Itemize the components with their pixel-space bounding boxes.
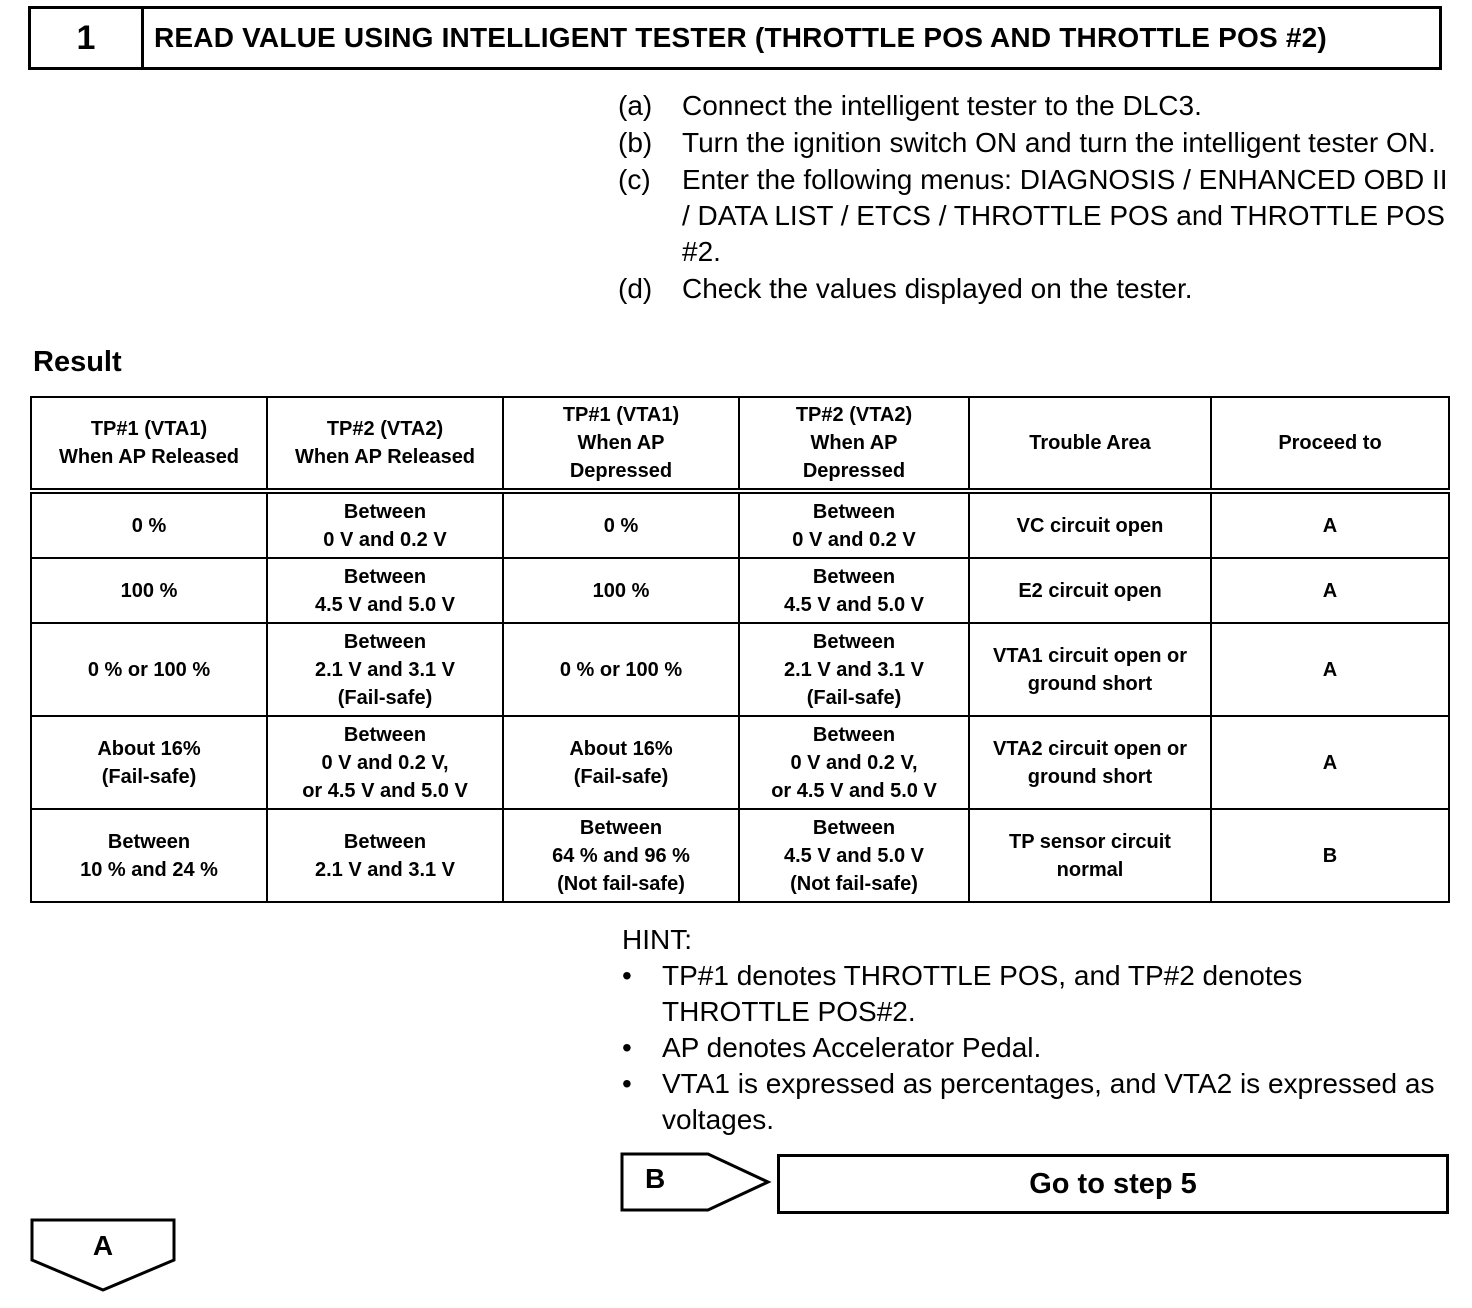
table-cell [1211,558,1449,623]
instruction-text: Enter the following menus: DIAGNOSIS / ENHANCED OBD II / DATA LIST / ETCS / THROTTLE POS and THROTTLE POS #2. [682,164,1448,267]
cell-text: Between [812,565,896,588]
table-cell [969,623,1211,716]
table-header-row [31,397,1449,491]
cell-text: 64 % and 96 % [552,844,690,867]
table-cell [1211,809,1449,902]
hint-text: VTA1 is expressed as percentages, and VTA2 is expressed as voltages. [662,1068,1435,1135]
cell-text: ground short [1027,765,1153,788]
column-header [267,397,503,491]
cell-text: (Fail-safe) [573,765,669,788]
column-header [1211,397,1449,491]
table-cell [969,558,1211,623]
table-cell [739,809,969,902]
hint-text: TP#1 denotes THROTTLE POS, and TP#2 denotes THROTTLE POS#2. [662,960,1303,1027]
table-cell [739,558,969,623]
table-body [31,491,1449,902]
cell-text: 100 % [120,579,178,602]
table-cell [1211,623,1449,716]
table-row [31,558,1449,623]
cell-text: 0 V and 0.2 V, [321,751,449,774]
cell-text: Between [812,816,896,839]
header-text: When AP [810,432,898,454]
table-row [31,623,1449,716]
instruction-item [618,88,1458,124]
cell-text: 4.5 V and 5.0 V [783,593,925,616]
goto-step-box [777,1154,1449,1214]
cell-text: or 4.5 V and 5.0 V [302,779,468,802]
cell-text: VC circuit open [1016,514,1164,537]
cell-text: 2.1 V and 3.1 V [314,658,456,681]
header-text: Depressed [802,460,906,482]
header-text: TP#1 (VTA1) [90,418,208,440]
table-cell [267,809,503,902]
table-cell [31,491,267,558]
bullet: • [622,960,632,991]
cell-text: (Not fail-safe) [790,872,918,895]
column-header [739,397,969,491]
cell-text: 0 % [131,514,167,537]
cell-text: About 16% [97,737,201,760]
step-title: READ VALUE USING INTELLIGENT TESTER (THROTTLE POS AND THROTTLE POS #2) [154,22,1327,53]
cell-text: Between [579,816,663,839]
table-cell [31,623,267,716]
cell-text: E2 circuit open [1018,579,1162,602]
instruction-text: Turn the ignition switch ON and turn the intelligent tester ON. [682,127,1436,158]
hint-item [622,958,1442,1030]
table-cell [31,716,267,809]
hint-item [622,1066,1442,1138]
cell-text: Between [812,723,896,746]
cell-text: 10 % and 24 % [80,858,218,881]
table-cell [969,809,1211,902]
table-cell [503,491,739,558]
instruction-item [618,125,1458,161]
cell-text: 0 % or 100 % [87,658,211,681]
bullet: • [622,1032,632,1063]
column-header [503,397,739,491]
cell-text: (Not fail-safe) [557,872,685,895]
table-header [31,397,1449,491]
cell-text: A [1322,658,1338,681]
cell-text: 4.5 V and 5.0 V [783,844,925,867]
instruction-letter: (b) [618,127,653,158]
cell-text: 0 % [603,514,639,537]
hint-label: HINT: [622,924,692,955]
instruction-item [618,271,1458,307]
cell-text: A [1322,751,1338,774]
instruction-list [618,88,1458,308]
cell-text: Between [343,500,427,523]
cell-text: Between [343,630,427,653]
table-cell [739,491,969,558]
instruction-item [618,162,1458,270]
bullet: • [622,1068,632,1099]
table-cell [739,716,969,809]
table-row [31,491,1449,558]
step-header [28,6,1442,70]
table-cell [1211,716,1449,809]
result-table [30,396,1450,903]
table-cell [739,623,969,716]
hint-item [622,1030,1442,1066]
result-heading: Result [33,346,122,378]
header-text: TP#1 (VTA1) [562,404,680,426]
table-row [31,716,1449,809]
cell-text: 4.5 V and 5.0 V [314,593,456,616]
cell-text: Between [812,630,896,653]
header-text: Trouble Area [1029,432,1151,454]
table-cell [503,558,739,623]
cell-text: B [1322,844,1338,867]
table-cell [267,623,503,716]
table-cell [267,716,503,809]
cell-text: Between [812,500,896,523]
cell-text: 0 V and 0.2 V [792,528,916,551]
cell-text: (Fail-safe) [337,686,433,709]
cell-text: About 16% [569,737,673,760]
cell-text: 0 % or 100 % [559,658,683,681]
instruction-text: Check the values displayed on the tester. [682,273,1193,304]
table-cell [267,491,503,558]
step-number: 1 [31,9,144,67]
cell-text: (Fail-safe) [101,765,197,788]
table-cell [267,558,503,623]
cell-text: 2.1 V and 3.1 V [783,658,925,681]
table-cell [969,491,1211,558]
table-cell [503,809,739,902]
header-text: TP#2 (VTA2) [326,418,444,440]
header-text: When AP Released [294,446,476,468]
cell-text: 0 V and 0.2 V, [790,751,918,774]
table-cell [969,716,1211,809]
cell-text: or 4.5 V and 5.0 V [771,779,937,802]
cell-text: A [1322,579,1338,602]
hint-section [622,922,1442,1138]
header-text: Proceed to [1278,432,1382,454]
header-text: TP#2 (VTA2) [795,404,913,426]
header-text: When AP Released [58,446,240,468]
cell-text: Between [343,830,427,853]
hint-text: AP denotes Accelerator Pedal. [662,1032,1042,1063]
column-header [31,397,267,491]
cell-text: ground short [1027,672,1153,695]
cell-text: Between [343,723,427,746]
branch-b-arrow-icon [620,1152,772,1212]
instruction-letter: (d) [618,273,653,304]
table-cell [31,558,267,623]
instruction-letter: (a) [618,90,653,121]
cell-text: A [1322,514,1338,537]
cell-text: normal [1056,858,1124,881]
table-cell [503,623,739,716]
cell-text: 2.1 V and 3.1 V [314,858,456,881]
instruction-letter: (c) [618,164,651,195]
cell-text: 0 V and 0.2 V [323,528,447,551]
cell-text: Between [107,830,191,853]
cell-text: 100 % [592,579,650,602]
instruction-text: Connect the intelligent tester to the DLC3. [682,90,1202,121]
branch-b-label: B [645,1163,666,1194]
cell-text: VTA1 circuit open or [992,644,1188,667]
header-text: Depressed [569,460,673,482]
table-cell [31,809,267,902]
cell-text: Between [343,565,427,588]
cell-text: VTA2 circuit open or [992,737,1188,760]
branch-a-label: A [92,1230,114,1261]
table-row [31,809,1449,902]
column-header [969,397,1211,491]
table-cell [1211,491,1449,558]
cell-text: (Fail-safe) [806,686,902,709]
goto-step-text: Go to step 5 [1029,1167,1197,1200]
table-cell [503,716,739,809]
header-text: When AP [577,432,665,454]
cell-text: TP sensor circuit [1009,830,1171,853]
